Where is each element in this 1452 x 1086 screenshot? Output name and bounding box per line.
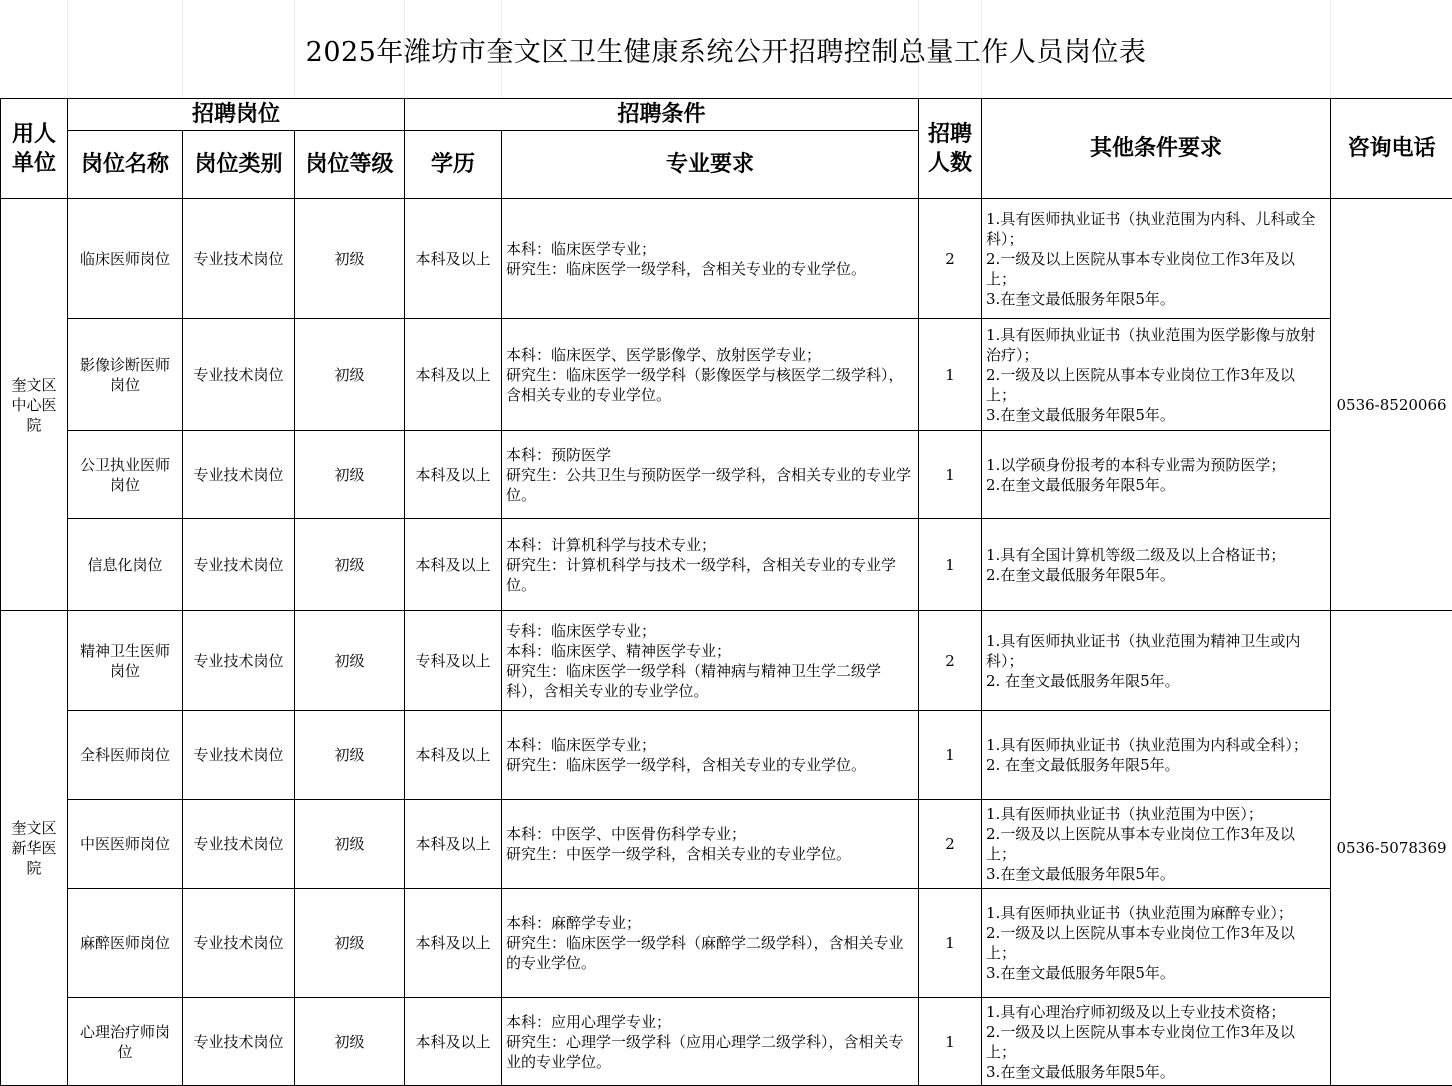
post-name-cell	[68, 199, 183, 319]
major-cell	[502, 519, 919, 611]
post-name-cell	[68, 711, 183, 800]
header-group-post: 招聘岗位	[68, 99, 405, 131]
table-row	[1, 711, 1452, 800]
table-row	[1, 800, 1452, 889]
recruitment-table	[0, 98, 1452, 1086]
table-row	[1, 431, 1452, 519]
cell-line: 1.具有医师执业证书（执业范围为中医）；	[986, 804, 1324, 824]
table-row	[1, 889, 1452, 998]
post-name-cell	[68, 519, 183, 611]
count-cell: 2	[919, 611, 982, 711]
cell-line: 1.具有医师执业证书（执业范围为精神卫生或内科）；	[986, 631, 1324, 671]
post-type-cell: 专业技术岗位	[183, 431, 295, 519]
post-type-cell: 专业技术岗位	[183, 319, 295, 431]
cell-line: 位	[73, 1042, 177, 1062]
cell-line: 3.在奎文最低服务年限5年。	[986, 405, 1324, 425]
cell-line: 岗位	[73, 375, 177, 395]
other-requirements-cell	[982, 431, 1331, 519]
table-row	[1, 519, 1452, 611]
major-cell	[502, 889, 919, 998]
post-level-cell: 初级	[295, 519, 405, 611]
cell-line: 1.具有医师执业证书（执业范围为麻醉专业）；	[986, 903, 1324, 923]
education-cell: 本科及以上	[405, 711, 502, 800]
cell-line: 2.一级及以上医院从事本专业岗位工作3年及以上；	[986, 1022, 1324, 1062]
major-cell	[502, 611, 919, 711]
header-post-type: 岗位类别	[183, 131, 295, 199]
post-name-cell	[68, 998, 183, 1086]
unit-cell	[1, 611, 68, 1086]
header-education: 学历	[405, 131, 502, 199]
cell-line: 麻醉医师岗位	[73, 933, 177, 953]
header-phone: 咨询电话	[1331, 99, 1452, 199]
header-post-level: 岗位等级	[295, 131, 405, 199]
cell-line: 研究生：临床医学一级学科（精神病与精神卫生学二级学科），含相关专业的专业学位。	[506, 661, 912, 701]
table-row	[1, 199, 1452, 319]
cell-line: 3.在奎文最低服务年限5年。	[986, 864, 1324, 884]
cell-line: 2.一级及以上医院从事本专业岗位工作3年及以上；	[986, 824, 1324, 864]
page-title: 2025年潍坊市奎文区卫生健康系统公开招聘控制总量工作人员岗位表	[0, 0, 1452, 98]
cell-line: 本科：应用心理学专业；	[506, 1012, 912, 1032]
cell-line: 心理治疗师岗	[73, 1022, 177, 1042]
cell-line: 本科：临床医学专业；	[506, 239, 912, 259]
other-requirements-cell	[982, 319, 1331, 431]
count-cell: 1	[919, 319, 982, 431]
cell-line: 本科：中医学、中医骨伤科学专业；	[506, 824, 912, 844]
cell-line: 院	[7, 858, 61, 878]
phone-cell: 0536-8520066	[1331, 199, 1452, 611]
cell-line: 1.具有心理治疗师初级及以上专业技术资格；	[986, 1002, 1324, 1022]
education-cell: 专科及以上	[405, 611, 502, 711]
other-requirements-cell	[982, 519, 1331, 611]
cell-line: 本科：临床医学、医学影像学、放射医学专业；	[506, 345, 912, 365]
cell-line: 2.在奎文最低服务年限5年。	[986, 565, 1324, 585]
table-row	[1, 319, 1452, 431]
cell-line: 信息化岗位	[73, 555, 177, 575]
cell-line: 本科：临床医学专业；	[506, 735, 912, 755]
education-cell: 本科及以上	[405, 519, 502, 611]
cell-line: 研究生：中医学一级学科，含相关专业的专业学位。	[506, 844, 912, 864]
post-level-cell: 初级	[295, 711, 405, 800]
other-requirements-cell	[982, 611, 1331, 711]
cell-line: 1.具有全国计算机等级二级及以上合格证书；	[986, 545, 1324, 565]
post-type-cell: 专业技术岗位	[183, 611, 295, 711]
cell-line: 全科医师岗位	[73, 745, 177, 765]
cell-line: 中心医	[7, 395, 61, 415]
cell-line: 研究生：临床医学一级学科（影像医学与核医学二级学科），含相关专业的专业学位。	[506, 365, 912, 405]
post-name-cell	[68, 800, 183, 889]
other-requirements-cell	[982, 998, 1331, 1086]
cell-line: 研究生：临床医学一级学科，含相关专业的专业学位。	[506, 259, 912, 279]
cell-line: 奎文区	[7, 375, 61, 395]
post-name-cell	[68, 889, 183, 998]
count-cell: 1	[919, 519, 982, 611]
cell-line: 研究生：临床医学一级学科（麻醉学二级学科），含相关专业的专业学位。	[506, 933, 912, 973]
cell-line: 岗位	[73, 475, 177, 495]
major-cell	[502, 199, 919, 319]
count-cell: 2	[919, 199, 982, 319]
header-unit: 用人 单位	[1, 99, 68, 199]
post-type-cell: 专业技术岗位	[183, 519, 295, 611]
phone-cell: 0536-5078369	[1331, 611, 1452, 1086]
header-major: 专业要求	[502, 131, 919, 199]
education-cell: 本科及以上	[405, 431, 502, 519]
table-row	[1, 998, 1452, 1086]
post-level-cell: 初级	[295, 431, 405, 519]
major-cell	[502, 711, 919, 800]
post-name-cell	[68, 611, 183, 711]
cell-line: 研究生：计算机科学与技术一级学科，含相关专业的专业学位。	[506, 555, 912, 595]
post-level-cell: 初级	[295, 889, 405, 998]
cell-line: 研究生：临床医学一级学科，含相关专业的专业学位。	[506, 755, 912, 775]
header-post-name: 岗位名称	[68, 131, 183, 199]
header-count: 招聘 人数	[919, 99, 982, 199]
count-cell: 1	[919, 998, 982, 1086]
cell-line: 3.在奎文最低服务年限5年。	[986, 963, 1324, 983]
cell-line: 本科：预防医学	[506, 445, 912, 465]
cell-line: 研究生：公共卫生与预防医学一级学科，含相关专业的专业学位。	[506, 465, 912, 505]
post-type-cell: 专业技术岗位	[183, 199, 295, 319]
other-requirements-cell	[982, 889, 1331, 998]
cell-line: 3.在奎文最低服务年限5年。	[986, 289, 1324, 309]
cell-line: 2. 在奎文最低服务年限5年。	[986, 755, 1324, 775]
other-requirements-cell	[982, 711, 1331, 800]
education-cell: 本科及以上	[405, 998, 502, 1086]
header-group-conditions: 招聘条件	[405, 99, 919, 131]
cell-line: 2.一级及以上医院从事本专业岗位工作3年及以上；	[986, 365, 1324, 405]
other-requirements-cell	[982, 800, 1331, 889]
cell-line: 2.一级及以上医院从事本专业岗位工作3年及以上；	[986, 923, 1324, 963]
major-cell	[502, 431, 919, 519]
header-other-requirements: 其他条件要求	[982, 99, 1331, 199]
post-type-cell: 专业技术岗位	[183, 800, 295, 889]
cell-line: 临床医师岗位	[73, 249, 177, 269]
cell-line: 影像诊断医师	[73, 355, 177, 375]
education-cell: 本科及以上	[405, 889, 502, 998]
cell-line: 奎文区	[7, 818, 61, 838]
table-row	[1, 611, 1452, 711]
other-requirements-cell	[982, 199, 1331, 319]
cell-line: 2.一级及以上医院从事本专业岗位工作3年及以上；	[986, 249, 1324, 289]
major-cell	[502, 800, 919, 889]
post-level-cell: 初级	[295, 319, 405, 431]
cell-line: 1.具有医师执业证书（执业范围为医学影像与放射治疗）；	[986, 325, 1324, 365]
education-cell: 本科及以上	[405, 800, 502, 889]
cell-line: 1.具有医师执业证书（执业范围为内科或全科）；	[986, 735, 1324, 755]
cell-line: 研究生：心理学一级学科（应用心理学二级学科），含相关专业的专业学位。	[506, 1032, 912, 1072]
cell-line: 院	[7, 415, 61, 435]
major-cell	[502, 998, 919, 1086]
cell-line: 专科：临床医学专业；	[506, 621, 912, 641]
major-cell	[502, 319, 919, 431]
count-cell: 2	[919, 800, 982, 889]
post-type-cell: 专业技术岗位	[183, 711, 295, 800]
cell-line: 1.具有医师执业证书（执业范围为内科、儿科或全科）；	[986, 209, 1324, 249]
cell-line: 2. 在奎文最低服务年限5年。	[986, 671, 1324, 691]
cell-line: 精神卫生医师	[73, 641, 177, 661]
cell-line: 本科：计算机科学与技术专业；	[506, 535, 912, 555]
count-cell: 1	[919, 711, 982, 800]
count-cell: 1	[919, 889, 982, 998]
cell-line: 公卫执业医师	[73, 455, 177, 475]
post-name-cell	[68, 431, 183, 519]
post-level-cell: 初级	[295, 800, 405, 889]
education-cell: 本科及以上	[405, 199, 502, 319]
count-cell: 1	[919, 431, 982, 519]
cell-line: 新华医	[7, 838, 61, 858]
post-level-cell: 初级	[295, 611, 405, 711]
post-level-cell: 初级	[295, 998, 405, 1086]
post-level-cell: 初级	[295, 199, 405, 319]
cell-line: 岗位	[73, 661, 177, 681]
cell-line: 中医医师岗位	[73, 834, 177, 854]
post-type-cell: 专业技术岗位	[183, 889, 295, 998]
cell-line: 本科：临床医学、精神医学专业；	[506, 641, 912, 661]
unit-cell	[1, 199, 68, 611]
cell-line: 2.在奎文最低服务年限5年。	[986, 475, 1324, 495]
education-cell: 本科及以上	[405, 319, 502, 431]
cell-line: 本科：麻醉学专业；	[506, 913, 912, 933]
post-type-cell: 专业技术岗位	[183, 998, 295, 1086]
cell-line: 3.在奎文最低服务年限5年。	[986, 1062, 1324, 1082]
cell-line: 1.以学硕身份报考的本科专业需为预防医学；	[986, 455, 1324, 475]
post-name-cell	[68, 319, 183, 431]
